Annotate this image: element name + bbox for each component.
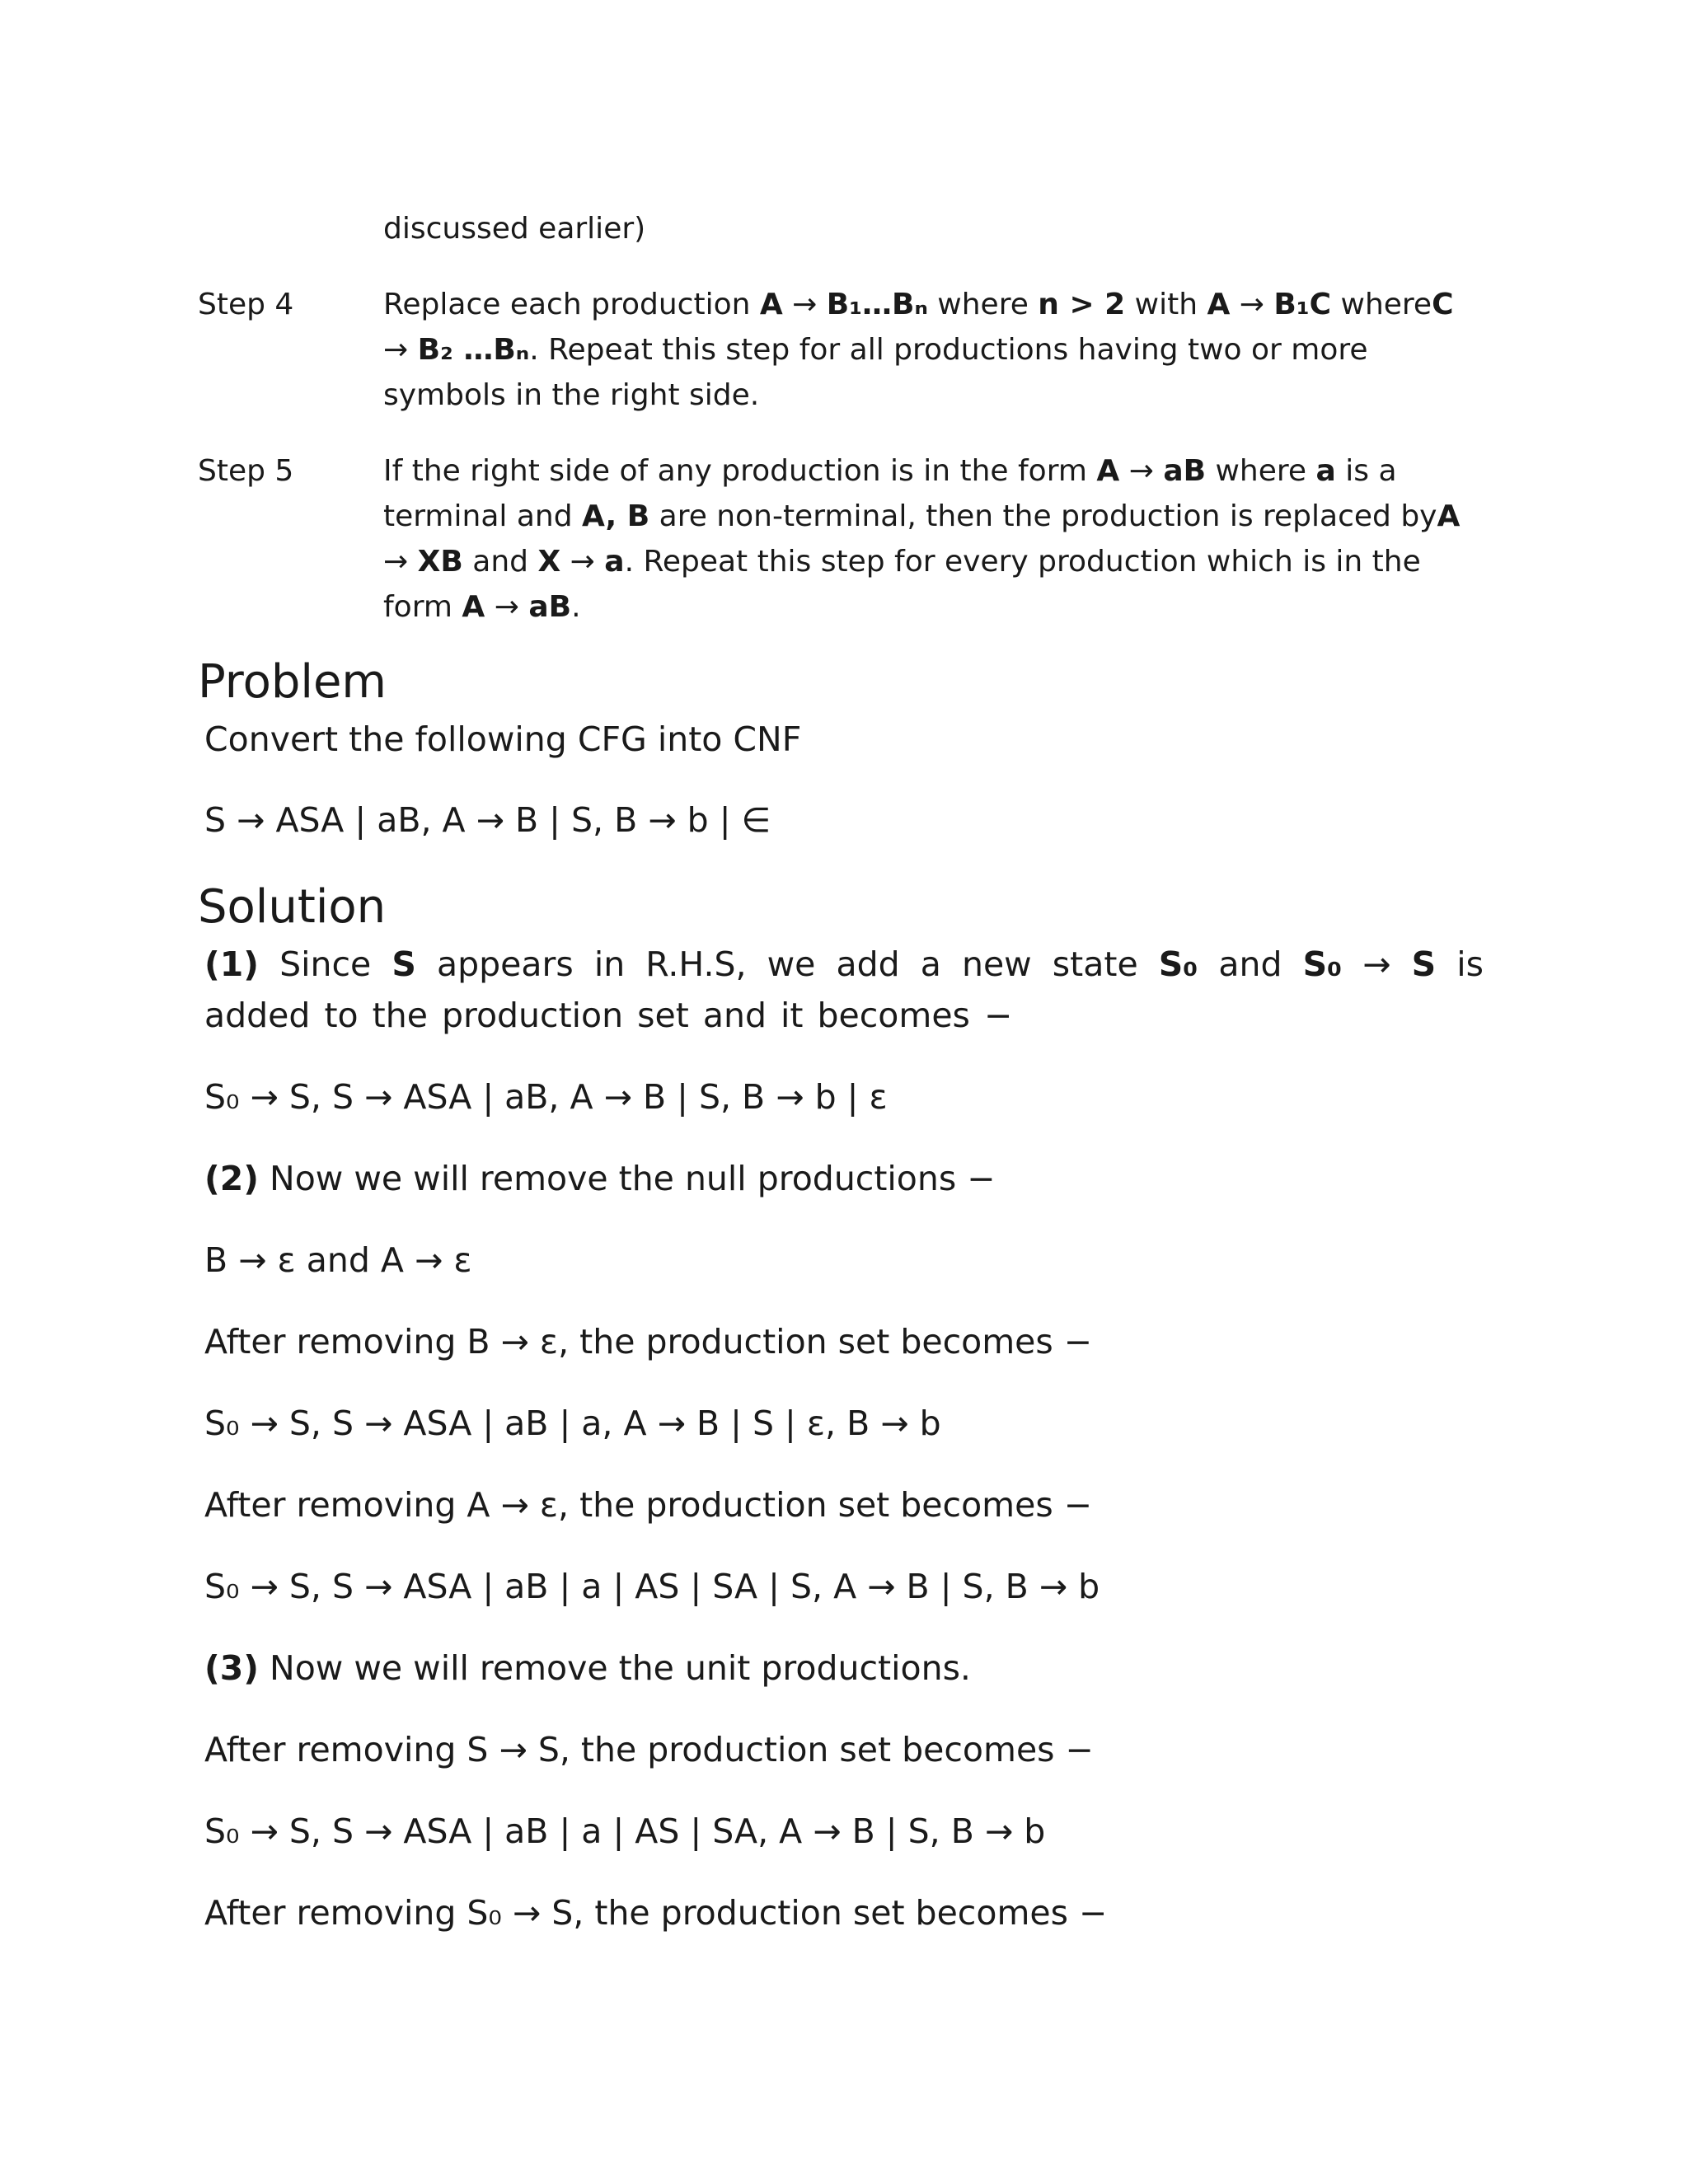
solution-paragraph: (3) Now we will remove the unit productions.	[204, 1648, 971, 1688]
step-5	[198, 448, 1484, 630]
solution-paragraph: After removing B → ε, the production set becomes −	[204, 1322, 1093, 1361]
solution-paragraph: (2) Now we will remove the null productions −	[204, 1159, 996, 1198]
problem-heading: Problem	[198, 655, 387, 709]
solution-paragraph: S₀ → S, S → ASA | aB | a | AS | SA | S, A → B | S, B → b	[204, 1567, 1100, 1606]
solution-paragraph: (1) Since S appears in R.H.S, we add a new state S₀ and S₀ → S is added to the production set and it becomes −	[204, 944, 1484, 1035]
continued-fragment: discussed earlier)	[383, 212, 646, 246]
step-description: If the right side of any production is in the form A → aB where a is a terminal and A, B are non-terminal, then the production is replaced byA → XB and X → a. Repeat this step for every production which is in the form A → aB.	[383, 454, 1461, 624]
solution-paragraph: After removing S → S, the production set becomes −	[204, 1730, 1094, 1769]
solution-paragraph: B → ε and A → ε	[204, 1240, 472, 1280]
solution-paragraph: S₀ → S, S → ASA | aB | a, A → B | S | ε, B → b	[204, 1404, 941, 1443]
step-4	[198, 282, 1484, 418]
algorithm-steps	[198, 206, 1484, 660]
solution-paragraph: After removing A → ε, the production set becomes −	[204, 1485, 1093, 1525]
solution-paragraph: After removing S₀ → S, the production set becomes −	[204, 1893, 1108, 1933]
solution-paragraph: S₀ → S, S → ASA | aB | a | AS | SA, A → B | S, B → b	[204, 1811, 1046, 1851]
solution-heading: Solution	[198, 880, 387, 934]
problem-grammar: S → ASA | aB, A → B | S, B → b | ∈	[204, 800, 771, 840]
problem-statement: Convert the following CFG into CNF	[204, 719, 802, 759]
step-label: Step 5	[198, 454, 294, 488]
solution-paragraph: S₀ → S, S → ASA | aB, A → B | S, B → b | ε	[204, 1077, 888, 1117]
step-label: Step 4	[198, 288, 294, 321]
main-content	[198, 651, 1484, 1969]
step-description: Replace each production A → B₁…Bₙ where n > 2 with A → B₁C whereC → B₂ …Bₙ. Repeat this step for all productions having two or more symbols in the right side.	[383, 288, 1454, 412]
